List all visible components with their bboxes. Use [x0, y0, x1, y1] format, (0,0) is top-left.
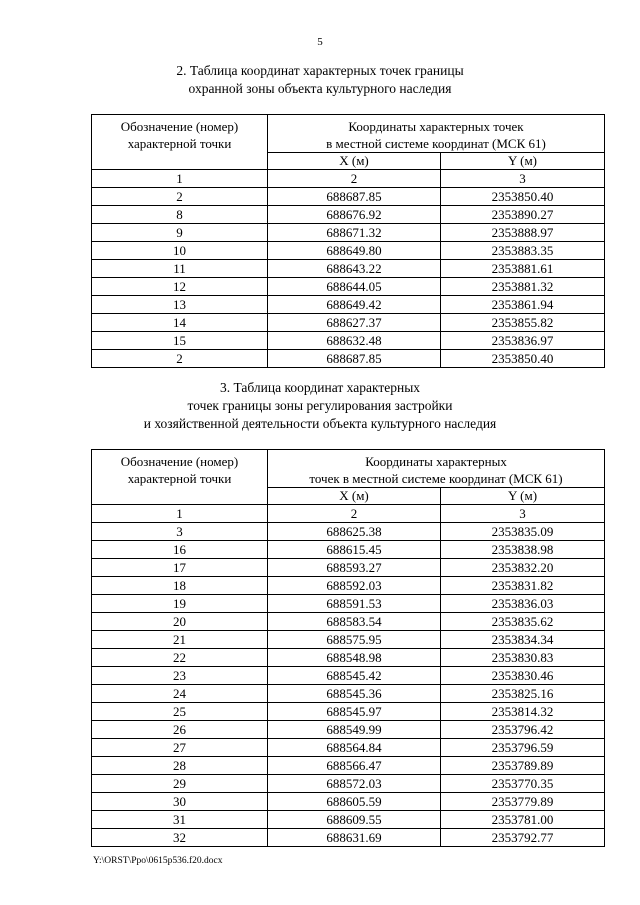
cell-y: 2353835.62	[441, 613, 605, 631]
cell-y: 2353831.82	[441, 577, 605, 595]
cell-y: 2353796.42	[441, 721, 605, 739]
table-row	[92, 523, 605, 541]
table3	[91, 449, 605, 847]
table3-head-designation-line2: характерной точки	[127, 471, 232, 486]
table-row	[92, 206, 605, 224]
table-row	[92, 811, 605, 829]
cell-point: 3	[92, 523, 268, 541]
table2-head-coords	[268, 115, 605, 153]
table3-column-numbers-row	[92, 505, 605, 523]
cell-x: 688545.36	[268, 685, 441, 703]
cell-x: 688592.03	[268, 577, 441, 595]
cell-x: 688644.05	[268, 278, 441, 296]
cell-x: 688545.97	[268, 703, 441, 721]
cell-x: 688564.84	[268, 739, 441, 757]
table2	[91, 114, 605, 368]
page-number: 5	[317, 36, 323, 48]
cell-y: 2353881.61	[441, 260, 605, 278]
cell-point: 16	[92, 541, 268, 559]
table2-head-designation	[92, 115, 268, 170]
cell-x: 688627.37	[268, 314, 441, 332]
table2-column-numbers-row	[92, 170, 605, 188]
cell-y: 2353814.32	[441, 703, 605, 721]
cell-y: 2353770.35	[441, 775, 605, 793]
table2-head-designation-line1: Обозначение (номер)	[120, 119, 239, 134]
table3-caption-line2: точек границы зоны регулирования застройки	[187, 398, 453, 413]
cell-point: 19	[92, 595, 268, 613]
table3-caption-line1: 3. Таблица координат характерных	[219, 380, 421, 395]
cell-point: 9	[92, 224, 268, 242]
table-row	[92, 577, 605, 595]
cell-x: 688609.55	[268, 811, 441, 829]
cell-y: 2353855.82	[441, 314, 605, 332]
cell-x: 688572.03	[268, 775, 441, 793]
cell-y: 2353890.27	[441, 206, 605, 224]
cell-point: 26	[92, 721, 268, 739]
table3-head-designation	[92, 450, 268, 505]
table-row	[92, 278, 605, 296]
cell-y: 2353792.77	[441, 829, 605, 847]
cell-y: 2353881.32	[441, 278, 605, 296]
cell-y: 2353781.00	[441, 811, 605, 829]
cell-point: 21	[92, 631, 268, 649]
table3-header-row	[92, 450, 605, 488]
cell-point: 29	[92, 775, 268, 793]
cell-point: 18	[92, 577, 268, 595]
table-row	[92, 757, 605, 775]
cell-x: 688671.32	[268, 224, 441, 242]
cell-y: 2353825.16	[441, 685, 605, 703]
table-row	[92, 685, 605, 703]
table2-head-x: X (м)	[268, 153, 441, 170]
table-row	[92, 224, 605, 242]
cell-point: 2	[92, 188, 268, 206]
table3-col-num-2: 2	[268, 505, 441, 523]
table-row	[92, 829, 605, 847]
cell-y: 2353830.46	[441, 667, 605, 685]
table2-col-num-1: 1	[92, 170, 268, 188]
cell-x: 688649.80	[268, 242, 441, 260]
table-row	[92, 595, 605, 613]
cell-x: 688575.95	[268, 631, 441, 649]
table-row	[92, 242, 605, 260]
table2-col-num-2: 2	[268, 170, 441, 188]
cell-y: 2353830.83	[441, 649, 605, 667]
cell-x: 688676.92	[268, 206, 441, 224]
table2-caption-line1: 2. Таблица координат характерных точек границы	[176, 63, 464, 78]
table-row	[92, 649, 605, 667]
cell-x: 688649.42	[268, 296, 441, 314]
table3-head-coords-line1: Координаты характерных	[365, 454, 507, 469]
table-row	[92, 350, 605, 368]
cell-x: 688615.45	[268, 541, 441, 559]
cell-x: 688566.47	[268, 757, 441, 775]
table2-head-coords-line1: Координаты характерных точек	[348, 119, 524, 134]
table-row	[92, 332, 605, 350]
table-row	[92, 667, 605, 685]
cell-y: 2353888.97	[441, 224, 605, 242]
table3-head-designation-line1: Обозначение (номер)	[120, 454, 239, 469]
table3-caption	[0, 379, 640, 433]
table2-header-row	[92, 115, 605, 153]
table3-caption-line3: и хозяйственной деятельности объекта культурного наследия	[143, 416, 497, 431]
cell-point: 13	[92, 296, 268, 314]
cell-point: 25	[92, 703, 268, 721]
table-row	[92, 613, 605, 631]
table-row	[92, 793, 605, 811]
table-row	[92, 541, 605, 559]
table-row	[92, 631, 605, 649]
table2-head-coords-line2: в местной системе координат (МСК 61)	[326, 136, 546, 151]
table2-col-num-3: 3	[441, 170, 605, 188]
cell-point: 24	[92, 685, 268, 703]
cell-y: 2353796.59	[441, 739, 605, 757]
cell-point: 22	[92, 649, 268, 667]
cell-point: 20	[92, 613, 268, 631]
cell-y: 2353836.97	[441, 332, 605, 350]
cell-y: 2353832.20	[441, 559, 605, 577]
table2-caption-line2: охранной зоны объекта культурного наследия	[188, 81, 452, 96]
table-row	[92, 703, 605, 721]
cell-x: 688549.99	[268, 721, 441, 739]
table-row	[92, 721, 605, 739]
table3-head-y: Y (м)	[441, 488, 605, 505]
cell-point: 31	[92, 811, 268, 829]
cell-y: 2353861.94	[441, 296, 605, 314]
table-row	[92, 739, 605, 757]
cell-point: 17	[92, 559, 268, 577]
cell-x: 688625.38	[268, 523, 441, 541]
cell-y: 2353836.03	[441, 595, 605, 613]
cell-y: 2353779.89	[441, 793, 605, 811]
table2-head-designation-line2: характерной точки	[127, 136, 232, 151]
cell-x: 688632.48	[268, 332, 441, 350]
cell-x: 688593.27	[268, 559, 441, 577]
footer-file-path: Y:\ORST\Ppo\0615p536.f20.docx	[93, 856, 223, 866]
cell-point: 15	[92, 332, 268, 350]
table-row	[92, 314, 605, 332]
cell-x: 688687.85	[268, 188, 441, 206]
cell-x: 688605.59	[268, 793, 441, 811]
cell-x: 688591.53	[268, 595, 441, 613]
cell-point: 14	[92, 314, 268, 332]
table-row	[92, 188, 605, 206]
table3-col-num-3: 3	[441, 505, 605, 523]
cell-point: 32	[92, 829, 268, 847]
cell-y: 2353789.89	[441, 757, 605, 775]
cell-point: 11	[92, 260, 268, 278]
cell-point: 2	[92, 350, 268, 368]
cell-x: 688583.54	[268, 613, 441, 631]
cell-point: 30	[92, 793, 268, 811]
table3-head-coords	[268, 450, 605, 488]
table-row	[92, 775, 605, 793]
table-row	[92, 559, 605, 577]
cell-point: 10	[92, 242, 268, 260]
cell-x: 688548.98	[268, 649, 441, 667]
cell-point: 28	[92, 757, 268, 775]
cell-x: 688687.85	[268, 350, 441, 368]
table3-head-x: X (м)	[268, 488, 441, 505]
table-row	[92, 296, 605, 314]
cell-point: 23	[92, 667, 268, 685]
cell-y: 2353838.98	[441, 541, 605, 559]
cell-x: 688631.69	[268, 829, 441, 847]
table3-col-num-1: 1	[92, 505, 268, 523]
cell-point: 8	[92, 206, 268, 224]
table-row	[92, 260, 605, 278]
cell-point: 12	[92, 278, 268, 296]
table2-head-y: Y (м)	[441, 153, 605, 170]
cell-x: 688545.42	[268, 667, 441, 685]
cell-y: 2353883.35	[441, 242, 605, 260]
cell-y: 2353834.34	[441, 631, 605, 649]
cell-y: 2353835.09	[441, 523, 605, 541]
table2-caption	[0, 62, 640, 98]
table3-head-coords-line2: точек в местной системе координат (МСК 61)	[309, 471, 563, 486]
cell-y: 2353850.40	[441, 350, 605, 368]
cell-y: 2353850.40	[441, 188, 605, 206]
cell-point: 27	[92, 739, 268, 757]
cell-x: 688643.22	[268, 260, 441, 278]
